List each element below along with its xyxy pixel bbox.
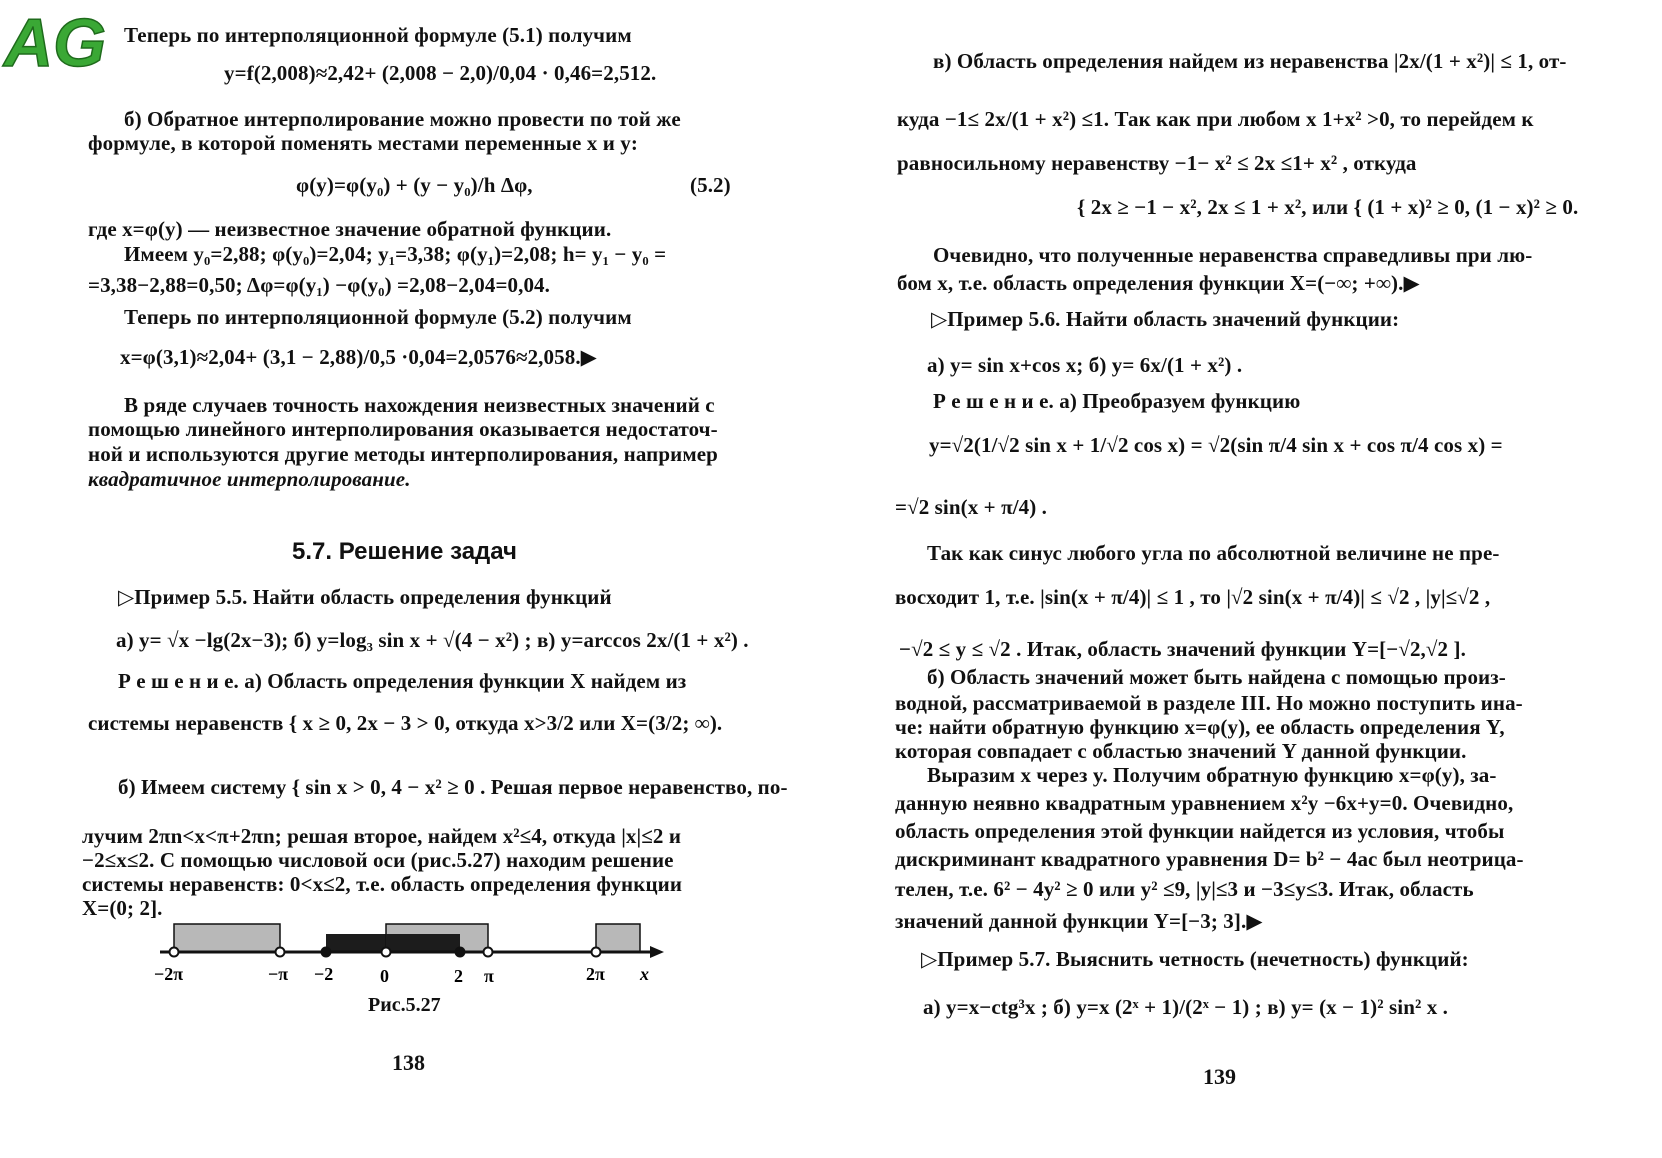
text-line: равносильному неравенству −1− x² ≤ 2x ≤1+ x² , откуда [897, 151, 1417, 175]
text-line: бом x, т.е. область определения функции X=(−∞; +∞).▶ [897, 271, 1420, 295]
text-line-italic: квадратичное интерполирование. [88, 467, 411, 491]
formula-line: системы неравенств { x ≥ 0, 2x − 3 > 0, откуда x>3/2 или X=(3/2; ∞). [88, 711, 723, 735]
axis-label: x [640, 964, 649, 984]
interval-shade [174, 924, 280, 952]
open-point [484, 948, 493, 957]
figure-caption: Рис.5.27 [368, 994, 441, 1016]
example-title: ▷Пример 5.6. Найти область значений функции: [931, 307, 1400, 331]
text-line: системы неравенств: 0<x≤2, т.е. область определения функции [82, 872, 683, 896]
text-line: телен, т.е. 6² − 4y² ≥ 0 или y² ≤9, |y|≤3 и −3≤y≤3. Итак, область [895, 877, 1474, 901]
tick-label: −2π [154, 964, 184, 984]
tick-label: π [484, 966, 494, 986]
text-line: данную неявно квадратным уравнением x²y −6x+y=0. Очевидно, [895, 791, 1514, 815]
interval-overlap [386, 934, 460, 952]
formula-line: y=√2(1/√2 sin x + 1/√2 cos x) = √2(sin π/4 sin x + cos π/4 cos x) = [929, 433, 1503, 457]
text-line: дискриминант квадратного уравнения D= b² − 4ac был неотрица- [895, 847, 1524, 871]
text-line: −2≤x≤2. С помощью числовой оси (рис.5.27) находим решение [82, 848, 674, 872]
text-line: =3,38−2,88=0,50; Δφ=φ(y₁) −φ(y₀) =2,08−2,04=0,04. [88, 273, 551, 297]
text-line: че: найти обратную функцию x=φ(y), ее область определения Y, [895, 715, 1505, 739]
open-point [382, 948, 391, 957]
tick-label: −2 [314, 964, 334, 984]
formula-line: б) Имеем систему { sin x > 0, 4 − x² ≥ 0 . Решая первое неравенство, по- [118, 775, 788, 799]
formula-line: в) Область определения найдем из неравенства |2x/(1 + x²)| ≤ 1, от- [933, 49, 1567, 73]
tick-label: 2π [586, 964, 605, 984]
text-line: область определения этой функции найдется из условия, чтобы [895, 819, 1505, 843]
text-line: значений данной функции Y=[−3; 3].▶ [895, 909, 1263, 933]
section-heading: 5.7. Решение задач [292, 538, 517, 565]
text-line: ной и используются другие методы интерполирования, например [88, 442, 718, 466]
formula-line: x=φ(3,1)≈2,04+ (3,1 − 2,88)/0,5 ·0,04=2,0576≈2,058.▶ [120, 345, 597, 369]
example-title: ▷Пример 5.7. Выяснить четность (нечетность) функций: [921, 947, 1469, 971]
text-line: помощью линейного интерполирования оказывается недостаточ- [88, 417, 718, 441]
closed-point [456, 948, 465, 957]
open-point [592, 948, 601, 957]
logo-text: AG [4, 5, 106, 81]
text-line: лучим 2πn<x<π+2πn; решая второе, найдем x²≤4, откуда |x|≤2 и [82, 824, 682, 848]
text-line: Очевидно, что полученные неравенства справедливы при лю- [933, 243, 1533, 267]
right-page [831, 0, 1662, 1158]
text-line: где x=φ(y) — неизвестное значение обратной функции. [88, 217, 612, 241]
text-line: водной, рассматриваемой в разделе III. Но можно поступить ина- [895, 691, 1523, 715]
formula-line: а) y= sin x+cos x; б) y= 6x/(1 + x²) . [927, 353, 1243, 377]
example-title: ▷Пример 5.5. Найти область определения функций [118, 585, 612, 609]
text-line: формуле, в которой поменять местами переменные x и y: [88, 131, 638, 155]
text-line: которая совпадает с областью значений Y данной функции. [895, 739, 1467, 763]
interval-shade [596, 924, 640, 952]
closed-point [322, 948, 331, 957]
text-line: Так как синус любого угла по абсолютной величине не пре- [927, 541, 1500, 565]
formula-line: =√2 sin(x + π/4) . [895, 495, 1048, 519]
formula-line: а) y=x−ctg³x ; б) y=x (2ˣ + 1)/(2ˣ − 1) ; в) y= (x − 1)² sin² x . [923, 995, 1449, 1019]
page-number: 139 [1203, 1064, 1236, 1089]
text-line: б) Область значений может быть найдена с помощью произ- [927, 665, 1506, 689]
formula-line: восходит 1, т.е. |sin(x + π/4)| ≤ 1 , то |√2 sin(x + π/4)| ≤ √2 , |y|≤√2 , [895, 585, 1491, 609]
formula-line: { 2x ≥ −1 − x², 2x ≤ 1 + x², или { (1 + x)² ≥ 0, (1 − x)² ≥ 0. [1077, 195, 1579, 219]
axis-arrow-icon [650, 946, 664, 958]
text-line: Теперь по интерполяционной формуле (5.1) получим [124, 23, 632, 47]
page-number: 138 [392, 1050, 425, 1075]
equation-number: (5.2) [690, 173, 731, 197]
text-line: Имеем y₀=2,88; φ(y₀)=2,04; y₁=3,38; φ(y₁)=2,08; h= y₁ − y₀ = [124, 242, 667, 266]
text-line: В ряде случаев точность нахождения неизвестных значений с [124, 393, 715, 417]
text-line: Выразим x через y. Получим обратную функцию x=φ(y), за- [927, 763, 1497, 787]
formula-line: y=f(2,008)≈2,42+ (2,008 − 2,0)/0,04 · 0,46=2,512. [224, 61, 657, 85]
text-line: Р е ш е н и е. а) Область определения функции X найдем из [118, 669, 687, 693]
text-line: б) Обратное интерполирование можно провести по той же [124, 107, 681, 131]
formula-line: φ(y)=φ(y₀) + (y − y₀)/h Δφ, [296, 173, 533, 197]
text-line: −√2 ≤ y ≤ √2 . Итак, область значений функции Y=[−√2,√2 ]. [899, 637, 1466, 661]
text-line: X=(0; 2]. [82, 896, 163, 920]
text-line: Р е ш е н и е. а) Преобразуем функцию [933, 389, 1301, 413]
number-line-figure [150, 918, 670, 990]
tick-label: 0 [380, 966, 389, 986]
tick-label: −π [268, 964, 289, 984]
open-point [170, 948, 179, 957]
text-line: Теперь по интерполяционной формуле (5.2) получим [124, 305, 632, 329]
formula-line: куда −1≤ 2x/(1 + x²) ≤1. Так как при любом x 1+x² >0, то перейдем к [897, 107, 1534, 131]
open-point [276, 948, 285, 957]
tick-label: 2 [454, 966, 463, 986]
formula-line: а) y= √x −lg(2x−3); б) y=log₃ sin x + √(4 − x²) ; в) y=arccos 2x/(1 + x²) . [116, 628, 749, 652]
